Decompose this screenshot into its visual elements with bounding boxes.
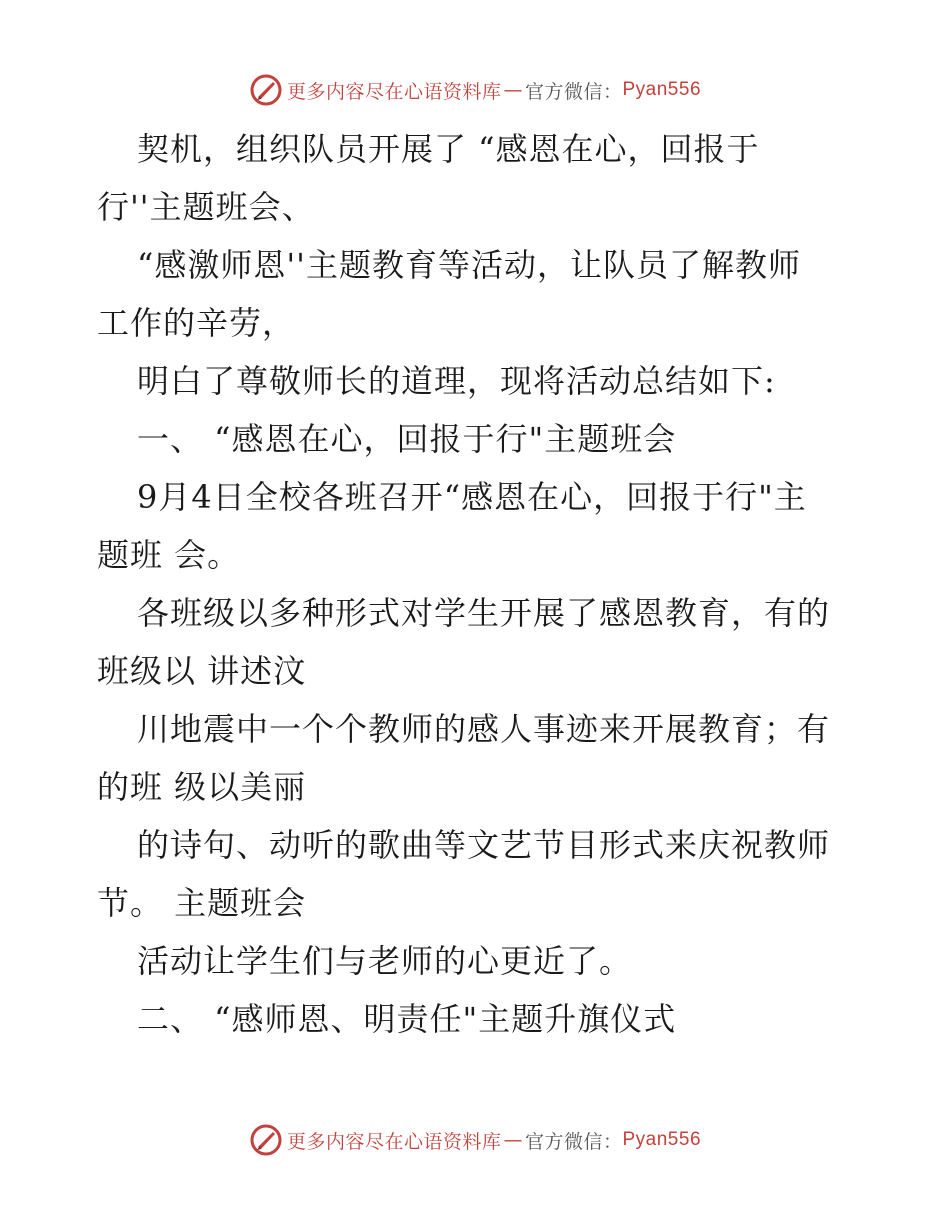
text-line: “感激师恩''主题教育等活动，让队员了解教师 bbox=[137, 246, 801, 284]
text-line: 节。 主题班会 bbox=[97, 884, 307, 922]
banner-wechat-label: 官方微信： bbox=[524, 80, 623, 103]
text-line: 的班 级以美丽 bbox=[97, 768, 307, 806]
banner-text: 更多内容尽在心语资料库 bbox=[286, 1130, 502, 1153]
text-line: 行''主题班会、 bbox=[97, 188, 315, 226]
text-line: 题班 会。 bbox=[97, 536, 241, 574]
banner-wechat-id: Pyan556 bbox=[622, 79, 702, 100]
banner-wechat-id: Pyan556 bbox=[622, 1129, 702, 1150]
banner-text: 更多内容尽在心语资料库 bbox=[286, 80, 502, 103]
text-line: 活动让学生们与老师的心更近了。 bbox=[137, 942, 633, 980]
section-heading: 一、 “感恩在心，回报于行"主题班会 bbox=[137, 420, 677, 458]
text-line: 工作的辛劳， bbox=[97, 304, 296, 342]
banner-wechat-label: 官方微信： bbox=[524, 1130, 623, 1153]
text-line: 班级以 讲述汶 bbox=[97, 652, 307, 690]
banner-separator: — bbox=[503, 1129, 523, 1151]
header-watermark-banner bbox=[0, 70, 950, 110]
text-line: 明白了尊敬师长的道理，现将活动总结如下: bbox=[137, 362, 776, 400]
banner-separator: — bbox=[503, 79, 523, 101]
text-line: 的诗句、动听的歌曲等文艺节目形式来庆祝教师 bbox=[137, 826, 831, 864]
text-line: 契机，组织队员开展了 “感恩在心，回报于 bbox=[137, 130, 760, 168]
document-body bbox=[97, 120, 877, 1048]
footer-watermark-banner bbox=[0, 1120, 950, 1160]
quill-logo-icon bbox=[249, 1123, 283, 1157]
quill-logo-icon bbox=[249, 73, 283, 107]
text-line: 川地震中一个个教师的感人事迹来开展教育；有 bbox=[137, 710, 831, 748]
text-line: 9月4日全校各班召开“感恩在心，回报于行"主 bbox=[137, 478, 807, 516]
text-line: 各班级以多种形式对学生开展了感恩教育，有的 bbox=[137, 594, 831, 632]
section-heading: 二、 “感师恩、明责任"主题升旗仪式 bbox=[137, 1000, 677, 1038]
